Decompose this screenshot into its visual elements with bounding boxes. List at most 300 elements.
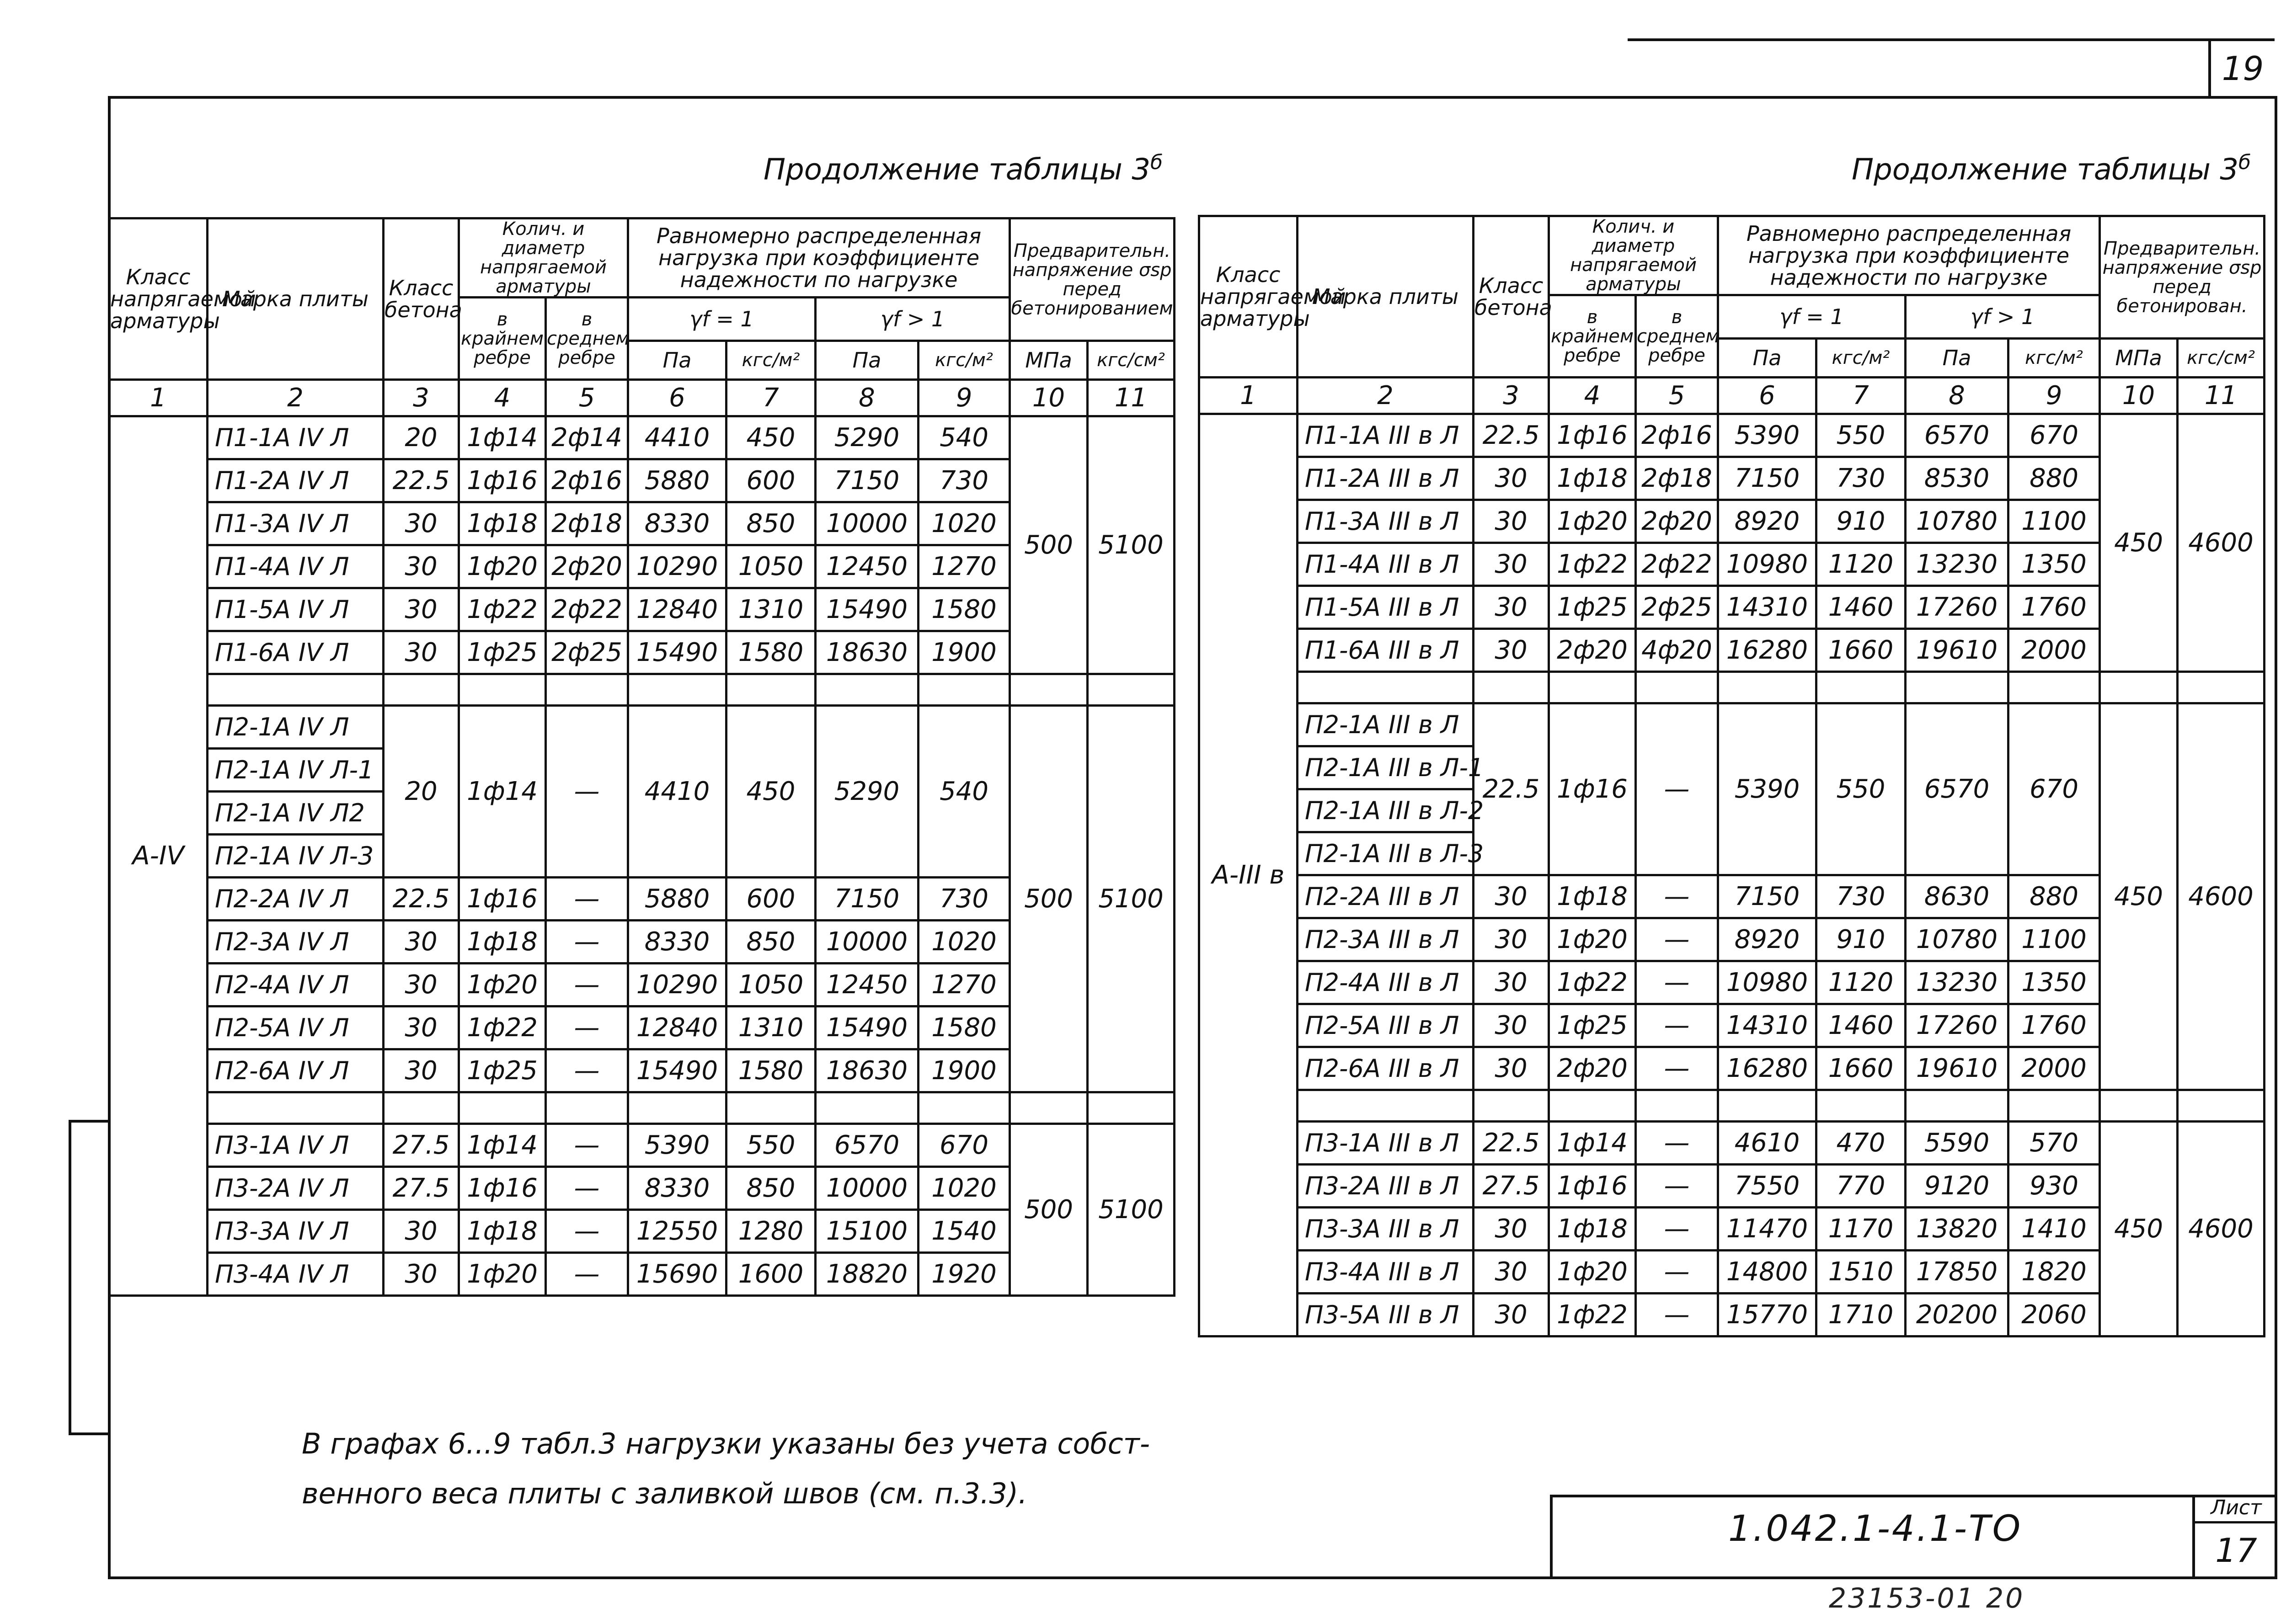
load-pa-gf1: 14310 xyxy=(1718,1004,1816,1047)
concrete-class: 27.5 xyxy=(1474,1165,1549,1208)
prestress-mpa: 500 xyxy=(1010,706,1088,1092)
mid-rib-armature: 2ф22 xyxy=(546,588,628,631)
header-edge-rib: в крайнем ребре xyxy=(459,298,546,380)
column-number: 11 xyxy=(1088,380,1175,416)
header-mpa: МПа xyxy=(1010,341,1088,380)
mid-rib-armature: — xyxy=(1636,1294,1718,1336)
load-pa-gf1: 12840 xyxy=(628,1006,726,1049)
load-pa-gfgt1: 15490 xyxy=(816,1006,919,1049)
header-gamma-f-1: γf = 1 xyxy=(628,298,816,341)
load-kgf-gf1: 1280 xyxy=(726,1210,816,1253)
prestress-kgf-cm2: 5100 xyxy=(1088,706,1175,1092)
plate-mark: П2-3А III в Л xyxy=(1298,918,1474,961)
concrete-class: 30 xyxy=(1474,918,1549,961)
concrete-class: 30 xyxy=(1474,500,1549,543)
prestress-kgf-cm2: 5100 xyxy=(1088,416,1175,674)
header-mid-rib: в среднем ребре xyxy=(1636,295,1718,378)
concrete-class: 30 xyxy=(1474,961,1549,1004)
load-pa-gf1: 15490 xyxy=(628,1049,726,1092)
load-pa-gf1: 12840 xyxy=(628,588,726,631)
empty-cell xyxy=(1906,1090,2008,1122)
load-pa-gf1: 8920 xyxy=(1718,918,1816,961)
load-kgf-gf1: 1510 xyxy=(1816,1251,1906,1294)
header-kgf-m2: кгс/м² xyxy=(726,341,816,380)
column-number: 6 xyxy=(628,380,726,416)
merged-value: 540 xyxy=(919,706,1010,878)
mid-rib-armature: 2ф18 xyxy=(546,502,628,545)
empty-cell xyxy=(546,674,628,706)
concrete-class: 30 xyxy=(384,588,459,631)
mid-rib-armature: — xyxy=(546,1253,628,1296)
footnote-line-2: венного веса плиты с заливкой швов (см. п.3.3). xyxy=(302,1476,1027,1510)
column-number: 6 xyxy=(1718,378,1816,414)
load-kgf-gfgt1: 670 xyxy=(919,1124,1010,1167)
prestress-kgf-cm2: 4600 xyxy=(2178,703,2265,1090)
load-pa-gf1: 5880 xyxy=(628,878,726,921)
concrete-class: 30 xyxy=(1474,457,1549,500)
plate-mark: П1-1А IV Л xyxy=(208,416,384,459)
prestress-kgf-cm2: 4600 xyxy=(2178,1122,2265,1336)
header-class-concrete: Класс бетона xyxy=(1474,216,1549,378)
load-pa-gf1: 10290 xyxy=(628,964,726,1006)
merged-value: 1ф16 xyxy=(1549,703,1636,875)
bottom-cut-text: 23153-01 20 xyxy=(1829,1582,2025,1614)
mid-rib-armature: 2ф14 xyxy=(546,416,628,459)
plate-mark: П2-4А III в Л xyxy=(1298,961,1474,1004)
load-pa-gfgt1: 17260 xyxy=(1906,1004,2008,1047)
load-kgf-gfgt1: 1580 xyxy=(919,588,1010,631)
load-pa-gf1: 10980 xyxy=(1718,543,1816,586)
empty-cell xyxy=(1718,672,1816,703)
mid-rib-armature: 2ф22 xyxy=(1636,543,1718,586)
load-pa-gfgt1: 17850 xyxy=(1906,1251,2008,1294)
load-kgf-gfgt1: 880 xyxy=(2008,457,2100,500)
plate-mark: П1-1А III в Л xyxy=(1298,414,1474,457)
footnote xyxy=(302,1419,1150,1518)
empty-cell xyxy=(919,1092,1010,1124)
load-pa-gfgt1: 15100 xyxy=(816,1210,919,1253)
load-kgf-gf1: 850 xyxy=(726,921,816,964)
prestress-mpa: 450 xyxy=(2100,414,2178,672)
load-pa-gf1: 7150 xyxy=(1718,457,1816,500)
load-kgf-gf1: 1580 xyxy=(726,1049,816,1092)
edge-rib-armature: 1ф16 xyxy=(459,878,546,921)
empty-cell xyxy=(1549,1090,1636,1122)
concrete-class: 30 xyxy=(384,1006,459,1049)
column-number: 3 xyxy=(384,380,459,416)
binding-margin-mark xyxy=(69,1120,110,1435)
edge-rib-armature: 1ф22 xyxy=(459,1006,546,1049)
empty-cell xyxy=(1088,1092,1175,1124)
concrete-class: 30 xyxy=(1474,1294,1549,1336)
concrete-class: 30 xyxy=(384,502,459,545)
edge-rib-armature: 1ф25 xyxy=(1549,586,1636,629)
load-kgf-gf1: 1460 xyxy=(1816,1004,1906,1047)
plate-mark: П3-5А III в Л xyxy=(1298,1294,1474,1336)
edge-rib-armature: 1ф25 xyxy=(459,1049,546,1092)
load-pa-gfgt1: 10780 xyxy=(1906,918,2008,961)
load-pa-gfgt1: 10000 xyxy=(816,502,919,545)
mid-rib-armature: — xyxy=(1636,1251,1718,1294)
plate-mark: П1-6А III в Л xyxy=(1298,629,1474,672)
load-kgf-gf1: 1050 xyxy=(726,545,816,588)
load-pa-gfgt1: 13230 xyxy=(1906,543,2008,586)
header-kgf-m2: кгс/м² xyxy=(2008,339,2100,378)
edge-rib-armature: 1ф18 xyxy=(1549,1208,1636,1251)
load-pa-gf1: 7150 xyxy=(1718,875,1816,918)
load-kgf-gf1: 730 xyxy=(1816,875,1906,918)
header-class-concrete: Класс бетона xyxy=(384,218,459,380)
load-kgf-gfgt1: 1900 xyxy=(919,631,1010,674)
merged-value: 670 xyxy=(2008,703,2100,875)
load-pa-gfgt1: 13820 xyxy=(1906,1208,2008,1251)
mid-rib-armature: 2ф20 xyxy=(1636,500,1718,543)
load-kgf-gfgt1: 1020 xyxy=(919,921,1010,964)
plate-mark: П2-1А IV Л xyxy=(208,706,384,749)
sheet-number: 17 xyxy=(2215,1531,2257,1570)
concrete-class: 30 xyxy=(1474,1251,1549,1294)
concrete-class: 27.5 xyxy=(384,1167,459,1210)
empty-cell xyxy=(919,674,1010,706)
plate-mark: П2-1А III в Л xyxy=(1298,703,1474,746)
left-table-caption xyxy=(764,151,1163,186)
load-kgf-gf1: 1660 xyxy=(1816,1047,1906,1090)
plate-mark: П2-1А IV Л2 xyxy=(208,792,384,835)
empty-cell xyxy=(1088,674,1175,706)
empty-cell xyxy=(384,674,459,706)
load-pa-gf1: 11470 xyxy=(1718,1208,1816,1251)
load-pa-gfgt1: 18820 xyxy=(816,1253,919,1296)
load-kgf-gf1: 1600 xyxy=(726,1253,816,1296)
load-kgf-gfgt1: 1020 xyxy=(919,502,1010,545)
load-pa-gf1: 16280 xyxy=(1718,1047,1816,1090)
load-kgf-gf1: 450 xyxy=(726,416,816,459)
concrete-class: 30 xyxy=(384,545,459,588)
group-gap-row xyxy=(109,1092,1175,1124)
column-number: 10 xyxy=(2100,378,2178,414)
load-kgf-gf1: 1580 xyxy=(726,631,816,674)
load-pa-gf1: 7550 xyxy=(1718,1165,1816,1208)
mid-rib-armature: 2ф25 xyxy=(1636,586,1718,629)
plate-mark: П2-2А III в Л xyxy=(1298,875,1474,918)
load-pa-gf1: 15770 xyxy=(1718,1294,1816,1336)
plate-mark: П1-4А III в Л xyxy=(1298,543,1474,586)
empty-cell xyxy=(2100,672,2178,703)
load-kgf-gfgt1: 880 xyxy=(2008,875,2100,918)
concrete-class: 22.5 xyxy=(1474,1122,1549,1165)
plate-mark: П3-4А IV Л xyxy=(208,1253,384,1296)
load-kgf-gfgt1: 730 xyxy=(919,878,1010,921)
plate-mark: П1-2А IV Л xyxy=(208,459,384,502)
load-pa-gfgt1: 13230 xyxy=(1906,961,2008,1004)
load-kgf-gf1: 1310 xyxy=(726,1006,816,1049)
load-kgf-gf1: 470 xyxy=(1816,1122,1906,1165)
edge-rib-armature: 1ф16 xyxy=(459,459,546,502)
edge-rib-armature: 1ф14 xyxy=(459,416,546,459)
load-pa-gf1: 15490 xyxy=(628,631,726,674)
load-pa-gfgt1: 18630 xyxy=(816,1049,919,1092)
empty-cell xyxy=(1474,1090,1549,1122)
load-kgf-gfgt1: 730 xyxy=(919,459,1010,502)
header-kgf-cm2: кгс/см² xyxy=(1088,341,1175,380)
column-number: 8 xyxy=(1906,378,2008,414)
load-kgf-gfgt1: 1760 xyxy=(2008,586,2100,629)
mid-rib-armature: — xyxy=(1636,875,1718,918)
load-pa-gfgt1: 12450 xyxy=(816,964,919,1006)
empty-cell xyxy=(1718,1090,1816,1122)
load-kgf-gfgt1: 1760 xyxy=(2008,1004,2100,1047)
load-kgf-gfgt1: 2000 xyxy=(2008,629,2100,672)
load-kgf-gf1: 550 xyxy=(726,1124,816,1167)
plate-mark: П2-1А III в Л-1 xyxy=(1298,746,1474,789)
concrete-class: 30 xyxy=(384,1253,459,1296)
load-pa-gf1: 14310 xyxy=(1718,586,1816,629)
empty-cell xyxy=(1474,672,1549,703)
column-number: 9 xyxy=(919,380,1010,416)
merged-value: 4410 xyxy=(628,706,726,878)
load-pa-gf1: 8920 xyxy=(1718,500,1816,543)
mid-rib-armature: 4ф20 xyxy=(1636,629,1718,672)
plate-mark: П3-2А IV Л xyxy=(208,1167,384,1210)
load-kgf-gf1: 1050 xyxy=(726,964,816,1006)
load-kgf-gfgt1: 540 xyxy=(919,416,1010,459)
mid-rib-armature: — xyxy=(1636,1004,1718,1047)
edge-rib-armature: 1ф25 xyxy=(1549,1004,1636,1047)
empty-cell xyxy=(816,1092,919,1124)
load-pa-gfgt1: 10780 xyxy=(1906,500,2008,543)
concrete-class: 30 xyxy=(1474,629,1549,672)
merged-value: 6570 xyxy=(1906,703,2008,875)
mid-rib-armature: — xyxy=(546,964,628,1006)
load-pa-gfgt1: 5590 xyxy=(1906,1122,2008,1165)
concrete-class: 30 xyxy=(384,921,459,964)
load-pa-gfgt1: 10000 xyxy=(816,1167,919,1210)
concrete-class: 22.5 xyxy=(384,878,459,921)
header-kgf-m2: кгс/м² xyxy=(919,341,1010,380)
table-row xyxy=(109,416,1175,459)
load-kgf-gf1: 1660 xyxy=(1816,629,1906,672)
armature-class: А-III в xyxy=(1199,414,1298,1336)
load-kgf-gf1: 600 xyxy=(726,878,816,921)
group-gap-row xyxy=(1199,672,2265,703)
empty-cell xyxy=(2008,1090,2100,1122)
empty-cell xyxy=(816,674,919,706)
edge-rib-armature: 1ф20 xyxy=(459,545,546,588)
edge-rib-armature: 1ф25 xyxy=(459,631,546,674)
prestress-mpa: 500 xyxy=(1010,416,1088,674)
load-pa-gf1: 5880 xyxy=(628,459,726,502)
plate-mark: П2-4А IV Л xyxy=(208,964,384,1006)
concrete-class: 30 xyxy=(1474,586,1549,629)
load-pa-gfgt1: 5290 xyxy=(816,416,919,459)
prestress-mpa: 500 xyxy=(1010,1124,1088,1296)
mid-rib-armature: — xyxy=(1636,1122,1718,1165)
column-number: 1 xyxy=(109,380,208,416)
footnote-line-1: В графах 6...9 табл.3 нагрузки указаны без учета собст- xyxy=(302,1427,1150,1460)
empty-cell xyxy=(2008,672,2100,703)
sheet-number-top: 19 xyxy=(2208,38,2275,96)
edge-rib-armature: 1ф14 xyxy=(1549,1122,1636,1165)
edge-rib-armature: 2ф20 xyxy=(1549,629,1636,672)
edge-rib-armature: 1ф18 xyxy=(459,502,546,545)
edge-rib-armature: 2ф20 xyxy=(1549,1047,1636,1090)
edge-rib-armature: 1ф16 xyxy=(1549,1165,1636,1208)
mid-rib-armature: — xyxy=(546,1210,628,1253)
mid-rib-armature: 2ф18 xyxy=(1636,457,1718,500)
edge-rib-armature: 1ф16 xyxy=(459,1167,546,1210)
header-qty-diam: Колич. и диаметр напрягаемой арматуры xyxy=(459,218,628,298)
plate-mark: П2-6А III в Л xyxy=(1298,1047,1474,1090)
header-marka: Марка плиты xyxy=(208,218,384,380)
merged-value: 450 xyxy=(726,706,816,878)
edge-rib-armature: 1ф20 xyxy=(1549,918,1636,961)
plate-mark: П2-1А III в Л-2 xyxy=(1298,789,1474,832)
left-caption-text: Продолжение таблицы 3 xyxy=(764,153,1151,187)
concrete-class: 30 xyxy=(384,964,459,1006)
load-kgf-gf1: 1710 xyxy=(1816,1294,1906,1336)
empty-cell xyxy=(384,1092,459,1124)
edge-rib-armature: 1ф22 xyxy=(1549,1294,1636,1336)
concrete-class: 30 xyxy=(1474,1004,1549,1047)
load-pa-gf1: 4610 xyxy=(1718,1122,1816,1165)
edge-rib-armature: 1ф14 xyxy=(459,1124,546,1167)
header-pa: Па xyxy=(1906,339,2008,378)
load-kgf-gfgt1: 1410 xyxy=(2008,1208,2100,1251)
load-kgf-gf1: 910 xyxy=(1816,918,1906,961)
mid-rib-armature: — xyxy=(1636,1047,1718,1090)
plate-mark: П2-5А III в Л xyxy=(1298,1004,1474,1047)
header-gamma-f-1: γf = 1 xyxy=(1718,295,1906,339)
table-row xyxy=(1199,703,2265,746)
plate-mark: П1-2А III в Л xyxy=(1298,457,1474,500)
mid-rib-armature: 2ф16 xyxy=(546,459,628,502)
load-pa-gf1: 8330 xyxy=(628,1167,726,1210)
column-number: 7 xyxy=(726,380,816,416)
load-pa-gf1: 8330 xyxy=(628,502,726,545)
plate-mark: П2-5А IV Л xyxy=(208,1006,384,1049)
column-number: 10 xyxy=(1010,380,1088,416)
load-pa-gfgt1: 12450 xyxy=(816,545,919,588)
merged-value: 20 xyxy=(384,706,459,878)
group-gap-row xyxy=(1199,1090,2265,1122)
merged-value: 5290 xyxy=(816,706,919,878)
load-kgf-gfgt1: 1820 xyxy=(2008,1251,2100,1294)
edge-rib-armature: 1ф16 xyxy=(1549,414,1636,457)
right-load-table xyxy=(1198,215,2265,1337)
column-number: 9 xyxy=(2008,378,2100,414)
load-pa-gfgt1: 17260 xyxy=(1906,586,2008,629)
column-number: 8 xyxy=(816,380,919,416)
header-pa: Па xyxy=(1718,339,1816,378)
header-gamma-f-gt1: γf > 1 xyxy=(1906,295,2100,339)
load-pa-gfgt1: 7150 xyxy=(816,878,919,921)
load-pa-gf1: 5390 xyxy=(1718,414,1816,457)
empty-cell xyxy=(2178,672,2265,703)
load-pa-gf1: 5390 xyxy=(628,1124,726,1167)
column-number: 5 xyxy=(1636,378,1718,414)
load-pa-gf1: 10290 xyxy=(628,545,726,588)
empty-cell xyxy=(1298,672,1474,703)
load-pa-gfgt1: 19610 xyxy=(1906,1047,2008,1090)
load-kgf-gf1: 550 xyxy=(1816,414,1906,457)
empty-cell xyxy=(208,674,384,706)
sheet-label: Лист xyxy=(2195,1495,2277,1523)
table-row xyxy=(1199,414,2265,457)
load-kgf-gfgt1: 930 xyxy=(2008,1165,2100,1208)
load-kgf-gf1: 600 xyxy=(726,459,816,502)
empty-cell xyxy=(546,1092,628,1124)
load-kgf-gfgt1: 1020 xyxy=(919,1167,1010,1210)
plate-mark: П2-1А IV Л-1 xyxy=(208,749,384,792)
load-pa-gf1: 15690 xyxy=(628,1253,726,1296)
empty-cell xyxy=(459,1092,546,1124)
load-pa-gfgt1: 9120 xyxy=(1906,1165,2008,1208)
mid-rib-armature: — xyxy=(1636,961,1718,1004)
mid-rib-armature: — xyxy=(546,1049,628,1092)
load-pa-gfgt1: 6570 xyxy=(816,1124,919,1167)
edge-rib-armature: 1ф18 xyxy=(459,921,546,964)
empty-cell xyxy=(459,674,546,706)
empty-cell xyxy=(1010,1092,1088,1124)
load-kgf-gfgt1: 670 xyxy=(2008,414,2100,457)
concrete-class: 30 xyxy=(384,1210,459,1253)
load-kgf-gfgt1: 1580 xyxy=(919,1006,1010,1049)
edge-rib-armature: 1ф22 xyxy=(459,588,546,631)
merged-value: 1ф14 xyxy=(459,706,546,878)
edge-rib-armature: 1ф22 xyxy=(1549,961,1636,1004)
column-number: 5 xyxy=(546,380,628,416)
load-kgf-gf1: 910 xyxy=(1816,500,1906,543)
concrete-class: 30 xyxy=(384,1049,459,1092)
mid-rib-armature: — xyxy=(1636,1165,1718,1208)
load-kgf-gfgt1: 1100 xyxy=(2008,500,2100,543)
plate-mark: П1-6А IV Л xyxy=(208,631,384,674)
right-caption-text: Продолжение таблицы 3 xyxy=(1852,153,2239,187)
load-pa-gfgt1: 20200 xyxy=(1906,1294,2008,1336)
empty-cell xyxy=(726,1092,816,1124)
header-kgf-m2: кгс/м² xyxy=(1816,339,1906,378)
load-pa-gfgt1: 8630 xyxy=(1906,875,2008,918)
load-pa-gfgt1: 18630 xyxy=(816,631,919,674)
empty-cell xyxy=(628,1092,726,1124)
load-kgf-gf1: 1170 xyxy=(1816,1208,1906,1251)
column-number: 11 xyxy=(2178,378,2265,414)
plate-mark: П2-1А III в Л-3 xyxy=(1298,832,1474,875)
mid-rib-armature: 2ф25 xyxy=(546,631,628,674)
column-number: 4 xyxy=(1549,378,1636,414)
load-pa-gfgt1: 19610 xyxy=(1906,629,2008,672)
load-kgf-gf1: 1120 xyxy=(1816,543,1906,586)
right-table-caption xyxy=(1852,151,2251,186)
plate-mark: П2-6А IV Л xyxy=(208,1049,384,1092)
load-kgf-gfgt1: 1900 xyxy=(919,1049,1010,1092)
plate-mark: П1-4А IV Л xyxy=(208,545,384,588)
mid-rib-armature: — xyxy=(1636,918,1718,961)
mid-rib-armature: — xyxy=(546,878,628,921)
plate-mark: П1-5А IV Л xyxy=(208,588,384,631)
empty-cell xyxy=(1816,672,1906,703)
empty-cell xyxy=(1636,1090,1718,1122)
load-pa-gf1: 16280 xyxy=(1718,629,1816,672)
empty-cell xyxy=(1906,672,2008,703)
edge-rib-armature: 1ф20 xyxy=(459,964,546,1006)
mid-rib-armature: — xyxy=(546,1124,628,1167)
concrete-class: 30 xyxy=(384,631,459,674)
concrete-class: 20 xyxy=(384,416,459,459)
edge-rib-armature: 1ф20 xyxy=(1549,1251,1636,1294)
plate-mark: П1-5А III в Л xyxy=(1298,586,1474,629)
column-number: 3 xyxy=(1474,378,1549,414)
